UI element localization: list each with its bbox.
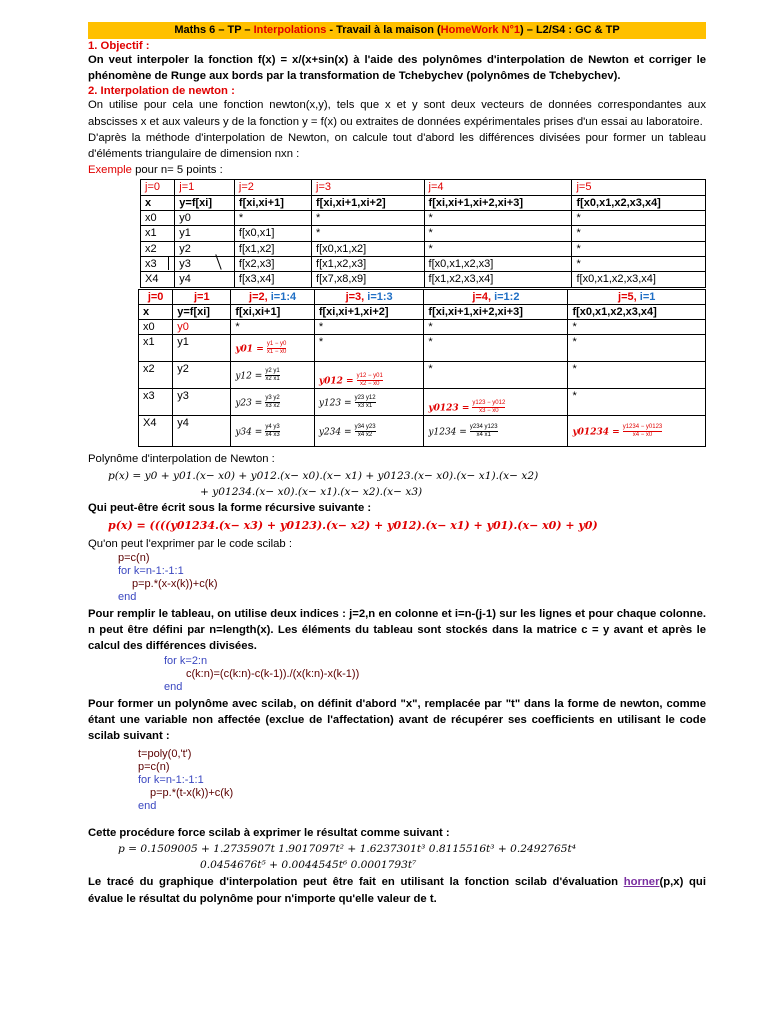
table-cell: * <box>424 362 568 389</box>
section1-title: 1. Objectif : <box>88 40 150 52</box>
table-cell: f[x7,x8,x9] <box>312 272 425 287</box>
table-row <box>139 389 706 416</box>
table-cell: y=f[xi] <box>173 304 231 319</box>
table-cell: y3 <box>175 256 235 271</box>
section2-title: 2. Interpolation de newton : <box>88 85 235 98</box>
header-part5: ) – L2/S4 : GC & TP <box>520 24 620 36</box>
fraction-y0123: $\frac{y123 - y012}{x3 - x0}$ <box>472 399 506 414</box>
table-cell: * <box>572 256 706 271</box>
fraction-y23: $\frac{y3 y2}{x3 x2}$ <box>265 394 280 409</box>
newton-poly-line1: p(x) = y0 + y01.(x− x0) + y012.(x− x0).(x− x1) + y0123.(x− x0).(x− x1).(x− x2) <box>108 469 539 482</box>
table-cell: x3 <box>139 389 173 416</box>
table-cell: * <box>312 226 425 241</box>
table-cell: f[x0,x1,x2,x3,x4] <box>572 195 706 210</box>
result-line1: p = 0.1509005 + 1.2735907t 1.9017097t² + 1.6237301t³ 0.8115516t³ + 0.2492765t⁴ <box>118 843 576 856</box>
recursive-label: Qui peut-être écrit sous la forme récursive suivante : <box>88 501 372 514</box>
table-row <box>139 335 706 362</box>
section2-text1: On utilise pour cela une fonction newton(x,y), tels que x et y sont deux vecteurs de données correspondantes aux abscisses x et aux valeurs y de la fonction y = f(x) ou extraites de données expérimentales prises d'un essai au laboratoire. <box>88 99 706 128</box>
table-cell: f[x0,x1] <box>234 226 311 241</box>
header-part2: Interpolations <box>253 24 327 36</box>
table1-header-row <box>141 180 706 195</box>
table-cell: y01234 = $\frac{y1234 - y0123}{x4 - x0}$ <box>568 416 706 447</box>
table-cell: * <box>424 211 572 226</box>
table-row <box>139 416 706 447</box>
table1-header-cell: j=5 <box>572 180 706 195</box>
table-cell: * <box>314 320 424 335</box>
fraction-y123: $\frac{y23 y12}{x3 x1}$ <box>354 394 376 409</box>
table-cell: * <box>424 335 568 362</box>
table-cell: * <box>568 320 706 335</box>
table-row <box>141 272 706 287</box>
table-row <box>141 211 706 226</box>
table-cell: y12 = $\frac{y2 y1}{x2 x1}$ <box>231 362 315 389</box>
recursive-formula: p(x) = ((((y01234.(x− x3) + y0123).(x− x2) + y012).(x− x1) + y01).(x− x0) + y0) <box>108 518 598 532</box>
table-cell: * <box>314 335 424 362</box>
code-line: p=c(n) <box>118 552 150 564</box>
table1-header-cell: j=1 <box>175 180 235 195</box>
table-cell: y0 <box>175 211 235 226</box>
table-cell: f[xi,xi+1,xi+2] <box>314 304 424 319</box>
table-cell: f[xi,xi+1] <box>234 195 311 210</box>
table-cell: y012 = $\frac{y12 - y01}{x2 - x0}$ <box>314 362 424 389</box>
code-line: end <box>138 800 157 813</box>
table1-header-cell: j=3 <box>312 180 425 195</box>
table-cell: * <box>234 211 311 226</box>
code-line: end <box>118 591 137 603</box>
table-cell: x3 <box>141 256 175 271</box>
poly-text: Pour former un polynôme avec scilab, on définit d'abord "x", remplacée par "t" dans la forme de newton, comme étant une variable non affectée (exclue de l'affectation) avant de récupérer ses coefficients en utilisant le code scilab suivant : <box>88 697 706 743</box>
table-cell: x1 <box>141 226 175 241</box>
table-cell: f[x0,x1,x2,x3,x4] <box>572 272 706 287</box>
table-cell: f[x1,x2,x3] <box>312 256 425 271</box>
table-cell: y123 = $\frac{y23 y12}{x3 x1}$ <box>314 389 424 416</box>
fraction-y01: $\frac{y1 - y0}{x1 - x0}$ <box>266 340 287 355</box>
table-cell: * <box>572 241 706 256</box>
table1-header-cell: j=2 <box>234 180 311 195</box>
table-row <box>141 195 706 210</box>
table-cell: y1234 = $\frac{y234 y123}{x4 x1}$ <box>424 416 568 447</box>
table-cell: * <box>568 335 706 362</box>
trace-text: Le tracé du graphique d'interpolation peut être fait en utilisant la fonction scilab d'évaluation horner(p,x) qui évalue le résultat du polynôme pour n'importe qu'elle valeur de t. <box>88 876 706 905</box>
example-label: Exemple <box>88 164 132 177</box>
table-cell: X4 <box>139 416 173 447</box>
table-row <box>141 226 706 241</box>
fraction-y012: $\frac{y12 - y01}{x2 - x0}$ <box>356 372 383 387</box>
arrow-mark <box>168 256 169 270</box>
header-part4: HomeWork N°1 <box>440 24 521 36</box>
table-cell: y234 = $\frac{y34 y23}{x4 x2}$ <box>314 416 424 447</box>
table2-header-cell: j=0 <box>139 289 173 304</box>
code-line: p=p.*(x-x(k))+c(k) <box>132 578 218 590</box>
fraction-y1234: $\frac{y234 y123}{x4 x1}$ <box>469 423 498 438</box>
code-block-1 <box>118 552 706 604</box>
table-cell: f[xi,xi+1,xi+2,xi+3] <box>424 304 568 319</box>
table-cell: x1 <box>139 335 173 362</box>
divided-differences-table-symbolic <box>138 289 706 448</box>
table2-header-cell: j=2, i=1:4 <box>231 289 315 304</box>
table-cell: y1 <box>175 226 235 241</box>
header-part1: Maths 6 – TP – <box>174 24 254 36</box>
document-page <box>88 22 706 907</box>
table-cell: y4 <box>173 416 231 447</box>
table-cell: x2 <box>139 362 173 389</box>
table-cell: x <box>139 304 173 319</box>
table-cell: * <box>568 362 706 389</box>
table-cell: * <box>568 389 706 416</box>
fraction-y34: $\frac{y4 y3}{x4 x3}$ <box>265 423 280 438</box>
fraction-y234: $\frac{y34 y23}{x4 x2}$ <box>354 423 376 438</box>
table-cell: x0 <box>141 211 175 226</box>
table-cell: y4 <box>175 272 235 287</box>
table2-header-cell: j=4, i=1:2 <box>424 289 568 304</box>
section2-text2: D'après la méthode d'interpolation de Newton, on calcule tout d'abord les différences divisées pour former un tableau d'éléments triangulaire de dimension nxn : <box>88 131 706 161</box>
example-line <box>88 162 706 178</box>
table-cell: y2 <box>175 241 235 256</box>
table-cell: f[x0,x1,x2] <box>312 241 425 256</box>
table-cell: y0123 = $\frac{y123 - y012}{x3 - x0}$ <box>424 389 568 416</box>
table-cell: f[xi,xi+1] <box>231 304 315 319</box>
table-row <box>139 304 706 319</box>
horner-link[interactable]: horner <box>623 876 660 889</box>
code-line: c(k:n)=(c(k:n)-c(k-1))./(x(k:n)-x(k-1)) <box>186 667 360 680</box>
table-cell: * <box>424 241 572 256</box>
table-cell: * <box>572 226 706 241</box>
fill-text: Pour remplir le tableau, on utilise deux indices : j=2,n en colonne et i=n-(j-1) sur les lignes et pour chaque colonne. n peut être défini par n=length(x). Les éléments du tableau sont stockés dans la matrice c = y avant et après le calcul des différences divisées. <box>88 608 706 653</box>
code-line: for k=2:n <box>164 654 208 667</box>
table-cell: f[x3,x4] <box>234 272 311 287</box>
table-cell: y2 <box>173 362 231 389</box>
table-cell: f[x1,x2,x3,x4] <box>424 272 572 287</box>
code-line: end <box>164 680 183 693</box>
table-cell: f[x0,x1,x2,x3,x4] <box>568 304 706 319</box>
fraction-y01234: $\frac{y1234 - y0123}{x4 - x0}$ <box>622 423 663 438</box>
table-cell: f[x0,x1,x2,x3] <box>424 256 572 271</box>
table-row <box>139 320 706 335</box>
table-row <box>141 256 706 271</box>
fraction-y12: $\frac{y2 y1}{x2 x1}$ <box>265 367 280 382</box>
table-cell: x <box>141 195 175 210</box>
table-cell: y=f[xi] <box>175 195 235 210</box>
table-cell: y1 <box>173 335 231 362</box>
table2-header-cell: j=5, i=1 <box>568 289 706 304</box>
code-line: for k=n-1:-1:1 <box>138 774 204 787</box>
header-banner <box>88 22 706 39</box>
code-line: for k=n-1:-1:1 <box>118 565 184 577</box>
table1-header-cell: j=0 <box>141 180 175 195</box>
table-cell: f[x2,x3] <box>234 256 311 271</box>
table-row <box>141 241 706 256</box>
table-cell: y3 <box>173 389 231 416</box>
table-row <box>139 362 706 389</box>
section1-text: On veut interpoler la fonction f(x) = x/(x+sin(x) à l'aide des polynômes d'interpolation de Newton et corriger le phénomène de Runge aux bords par la transformation de Tchebychev (polynômes de Tchebychev). <box>88 54 706 83</box>
result-line2: 0.0454676t⁵ + 0.0044545t⁶ 0.0001793t⁷ <box>200 859 417 872</box>
code-line: p=c(n) <box>138 761 170 774</box>
table2-header-row <box>139 289 706 304</box>
table-cell: y23 = $\frac{y3 y2}{x3 x2}$ <box>231 389 315 416</box>
table1-header-cell: j=4 <box>424 180 572 195</box>
code-block-2 <box>164 655 706 694</box>
table-cell: * <box>231 320 315 335</box>
code-line: p=p.*(t-x(k))+c(k) <box>150 787 234 800</box>
table-cell: y0 <box>173 320 231 335</box>
table2-header-cell: j=3, i=1:3 <box>314 289 424 304</box>
table-cell: * <box>572 211 706 226</box>
table-cell: X4 <box>141 272 175 287</box>
newton-poly-line2: + y01234.(x− x0).(x− x1).(x− x2).(x− x3) <box>200 485 423 498</box>
table-cell: f[xi,xi+1,xi+2,xi+3] <box>424 195 572 210</box>
table-cell: f[x1,x2] <box>234 241 311 256</box>
code1-label: Qu'on peut l'exprimer par le code scilab : <box>88 537 292 550</box>
table-cell: * <box>312 211 425 226</box>
code-block-3 <box>138 748 706 813</box>
newton-poly-label: Polynôme d'interpolation de Newton : <box>88 453 275 466</box>
table-cell: x0 <box>139 320 173 335</box>
divided-differences-table <box>140 179 706 287</box>
result-text: Cette procédure force scilab à exprimer le résultat comme suivant : <box>88 827 450 840</box>
header-part3: - Travail à la maison ( <box>326 24 441 36</box>
code-line: t=poly(0,'t') <box>138 748 192 761</box>
example-rest: pour n= 5 points : <box>131 164 223 177</box>
table-cell: x2 <box>141 241 175 256</box>
table-cell: y01 = $\frac{y1 - y0}{x1 - x0}$ <box>231 335 315 362</box>
table-cell: y34 = $\frac{y4 y3}{x4 x3}$ <box>231 416 315 447</box>
table2-header-cell: j=1 <box>173 289 231 304</box>
table-cell: * <box>424 320 568 335</box>
table-cell: f[xi,xi+1,xi+2] <box>312 195 425 210</box>
table-cell: * <box>424 226 572 241</box>
